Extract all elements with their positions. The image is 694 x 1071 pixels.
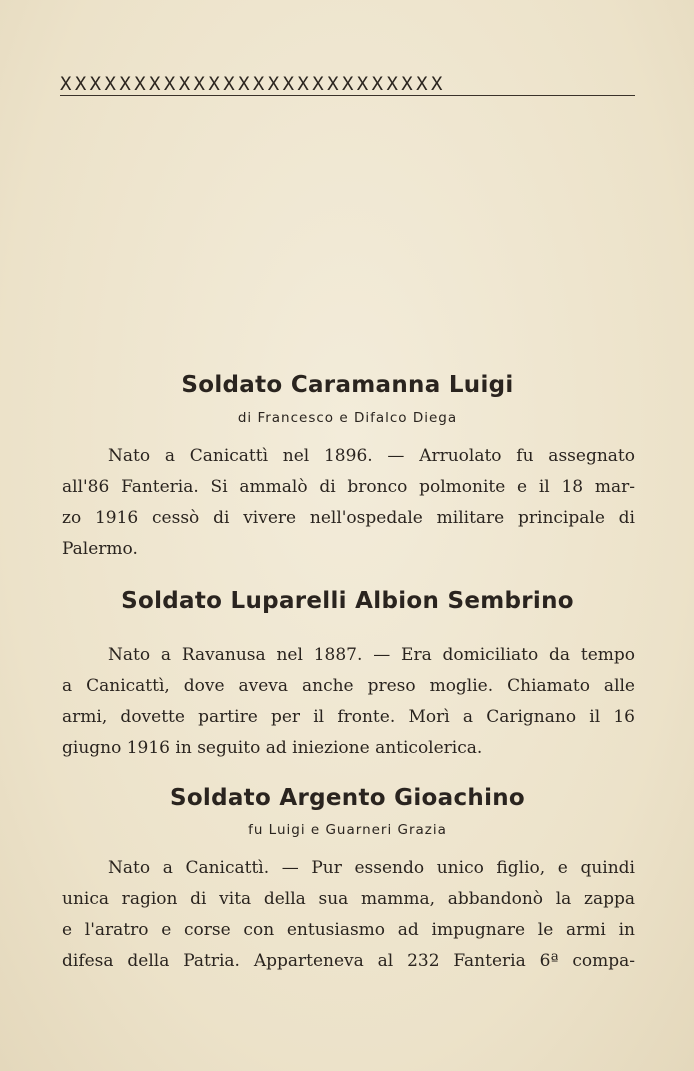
entry-body <box>62 441 635 565</box>
entry-title: Soldato Argento Gioachino <box>169 785 526 811</box>
entry-parents: fu Luigi e Guarneri Grazia <box>248 822 447 838</box>
body-line: e l'aratro e corse con entusiasmo ad impugnare le armi in <box>62 920 635 940</box>
body-line: Palermo. <box>62 539 138 559</box>
body-line: difesa della Patria. Apparteneva al 232 Fanteria 6ª compa- <box>62 951 635 971</box>
body-line: Nato a Canicattì nel 1896. — Arruolato fu assegnato <box>108 446 635 466</box>
body-line: Nato a Ravanusa nel 1887. — Era domiciliato da tempo <box>108 645 635 665</box>
body-line: unica ragion di vita della sua mamma, abbandonò la zappa <box>62 889 635 909</box>
header-ornament: XXXXXXXXXXXXXXXXXXXXXXXXXX <box>60 74 635 96</box>
entry-title: Soldato Caramanna Luigi <box>181 372 514 398</box>
body-line: giugno 1916 in seguito ad iniezione anticolerica. <box>62 738 483 758</box>
body-line: a Canicattì, dove aveva anche preso moglie. Chiamato alle <box>62 676 635 696</box>
entry-parents: di Francesco e Difalco Diega <box>237 410 458 426</box>
body-line: zo 1916 cessò di vivere nell'ospedale militare principale di <box>62 508 635 528</box>
body-line: Nato a Canicattì. — Pur essendo unico figlio, e quindi <box>108 858 635 878</box>
body-line: armi, dovette partire per il fronte. Morì a Carignano il 16 <box>62 707 635 727</box>
entry-body <box>62 640 635 764</box>
entry-body <box>62 853 635 977</box>
body-line: all'86 Fanteria. Si ammalò di bronco polmonite e il 18 mar- <box>62 477 635 497</box>
entry-title: Soldato Luparelli Albion Sembrino <box>121 588 574 614</box>
